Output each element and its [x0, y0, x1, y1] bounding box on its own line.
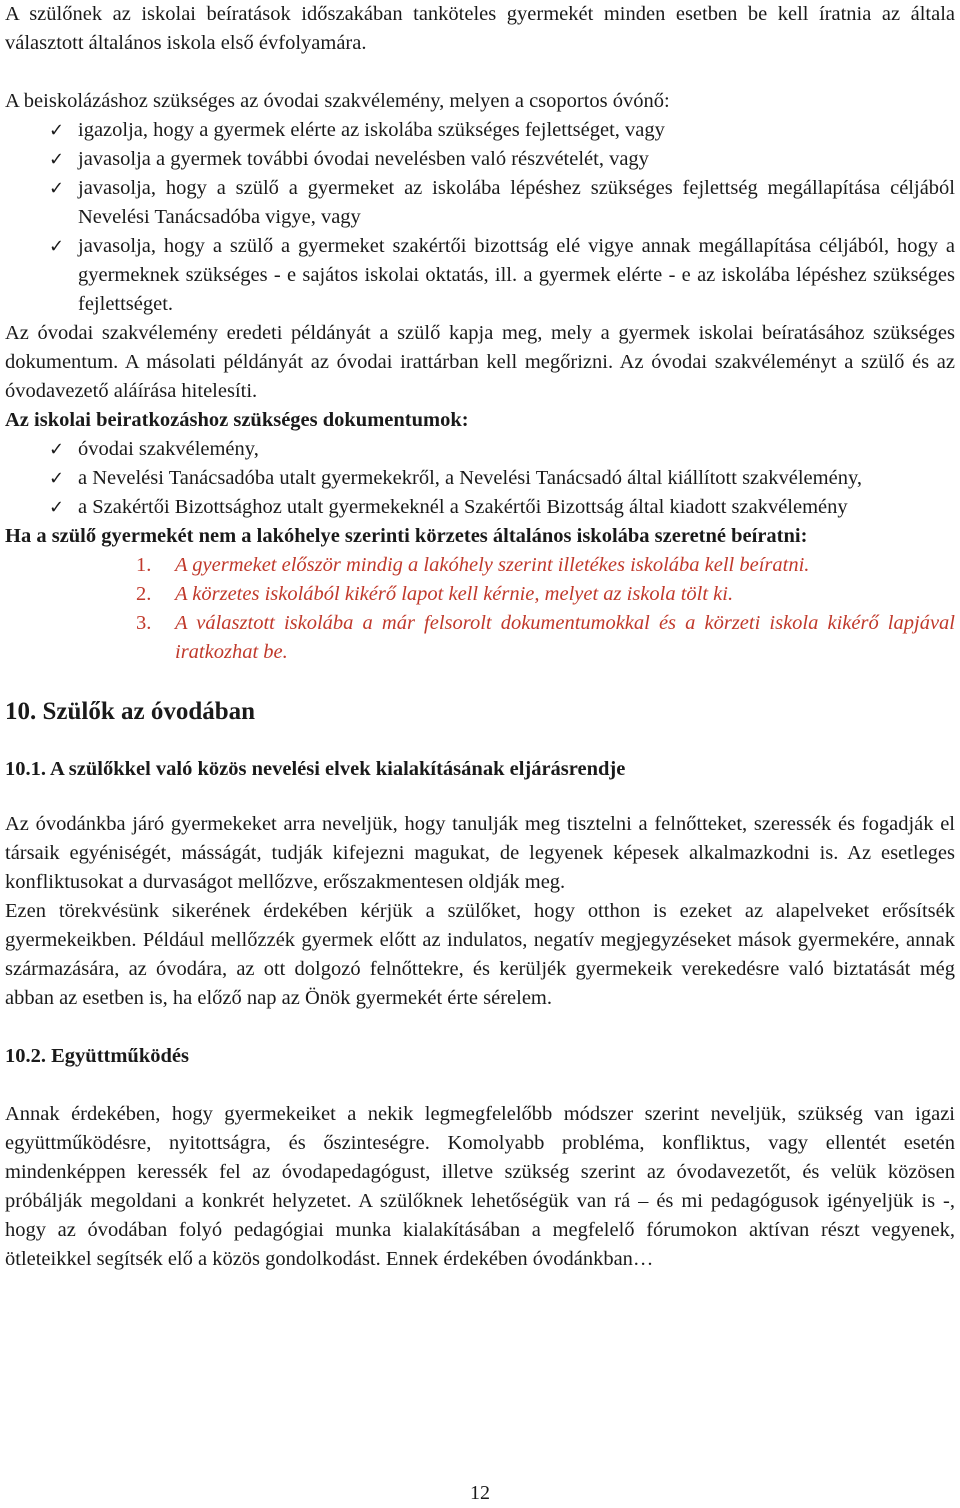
opinion-intro: A beiskolázáshoz szükséges az óvodai szakvélemény, melyen a csoportos óvónő:: [5, 90, 670, 112]
document-page: [5, 0, 955, 1274]
subsection-title: 10.1. A szülőkkel való közös nevelési elvek kialakításának eljárásrendje: [5, 758, 626, 780]
subsection-title: 10.2. Együttműködés: [5, 1045, 189, 1067]
checkmark-icon: ✓: [49, 120, 65, 141]
list-item: ✓ javasolja, hogy a szülő a gyermeket szakértői bizottság elé vigye annak megállapítása céljából, hogy a gyermeknek szükséges - e sajátos iskolai oktatás, ill. a gyermek elérte - e az iskolába lépéshez szükséges fejlettséget.: [5, 232, 955, 319]
page-number: 12: [470, 1482, 490, 1504]
list-item: ✓ a Szakértői Bizottsághoz utalt gyermekeknél a Szakértői Bizottság által kiadott szakvélemény: [5, 493, 955, 522]
body-paragraph: Ezen törekvésünk sikerének érdekében kérjük a szülőket, hogy otthon is ezeket az alapelveket erősítsék gyermekeikben. Például mellőzzék gyermek előtt az indulatos, negatív megjegyzéseket mások gyermekére, annak származására, az óvodára, az ott dolgozó felnőttekre, és kerüljék gyermekeik verekedésre való biztatását még abban az esetben is, ha előző nap az Önök gyermekét érte sérelem.: [5, 900, 955, 1009]
district-steps: [5, 551, 955, 667]
opinion-list: [5, 116, 955, 319]
list-item: 1. A gyermeket először mindig a lakóhely szerint illetékes iskolába kell beíratni.: [136, 554, 810, 576]
checkmark-icon: ✓: [49, 497, 65, 518]
checkmark-icon: ✓: [49, 149, 65, 170]
district-heading: Ha a szülő gyermekét nem a lakóhelye szerinti körzetes általános iskolába szeretné beíratni:: [5, 525, 808, 547]
checkmark-icon: ✓: [49, 236, 65, 257]
list-item: ✓ óvodai szakvélemény,: [5, 435, 955, 464]
body-paragraph: Az óvodánkba járó gyermekeket arra neveljük, hogy tanulják meg tisztelni a felnőtteket, szeressék és fogadják el társaik egyéniségét, másságát, tudják kifejezni magukat, de legyenek képesek alkalmazkodni is. Az esetleges konfliktusokat a durvaságot mellőzve, erőszakmentesen oldják meg.: [5, 813, 955, 893]
list-item: ✓ javasolja, hogy a szülő a gyermeket az iskolába lépéshez szükséges fejlettség megállapítása céljából Nevelési Tanácsadóba vigye, vagy: [5, 174, 955, 232]
list-item: 2. A körzetes iskolából kikérő lapot kell kérnie, melyet az iskola tölt ki.: [136, 583, 734, 605]
documents-heading: Az iskolai beiratkozáshoz szükséges dokumentumok:: [5, 409, 469, 431]
list-item: 3. A választott iskolába a már felsorolt dokumentumokkal és a körzeti iskola kikérő lapjával iratkozhat be.: [136, 612, 955, 663]
list-item: ✓ javasolja a gyermek további óvodai nevelésben való részvételét, vagy: [5, 145, 955, 174]
documents-list: [5, 435, 955, 522]
original-copy-paragraph: Az óvodai szakvélemény eredeti példányát a szülő kapja meg, mely a gyermek iskolai beíratásához szükséges dokumentum. A másolati példányát az óvodai irattárban kell megőrizni. Az óvodai szakvéleményt a szülő és az óvodavezető aláírása hitelesíti.: [5, 322, 955, 402]
checkmark-icon: ✓: [49, 178, 65, 199]
section-title: 10. Szülők az óvodában: [5, 698, 256, 725]
checkmark-icon: ✓: [49, 439, 65, 460]
intro-paragraph: A szülőnek az iskolai beíratások időszakában tanköteles gyermekét minden esetben be kell íratnia az általa választott általános iskola első évfolyamára.: [5, 3, 955, 54]
body-paragraph: Annak érdekében, hogy gyermekeiket a nekik legmegfelelőbb módszer szerint neveljük, szükség van igazi együttműködésre, nyitottságra, és őszinteségre. Komolyabb probléma, konfliktus, vagy ellentét esetén mindenképpen keressék fel az óvodapedagógust, illetve szükség szerint az óvodavezetőt, és velük közösen próbálják megoldani a konkrét helyzetet. A szülőknek lehetőségük van rá – és mi pedagógusok igényeljük is -, hogy az óvodában folyó pedagógiai munka kialakításában a megfelelő fórumokon aktívan részt vegyenek, ötleteikkel segítsék elő a közös gondolkodást. Ennek érdekében óvodánkban…: [5, 1103, 955, 1270]
checkmark-icon: ✓: [49, 468, 65, 489]
list-item: ✓ a Nevelési Tanácsadóba utalt gyermekekről, a Nevelési Tanácsadó által kiállított szakvélemény,: [5, 464, 955, 493]
list-item: ✓ igazolja, hogy a gyermek elérte az iskolába szükséges fejlettséget, vagy: [5, 116, 955, 145]
